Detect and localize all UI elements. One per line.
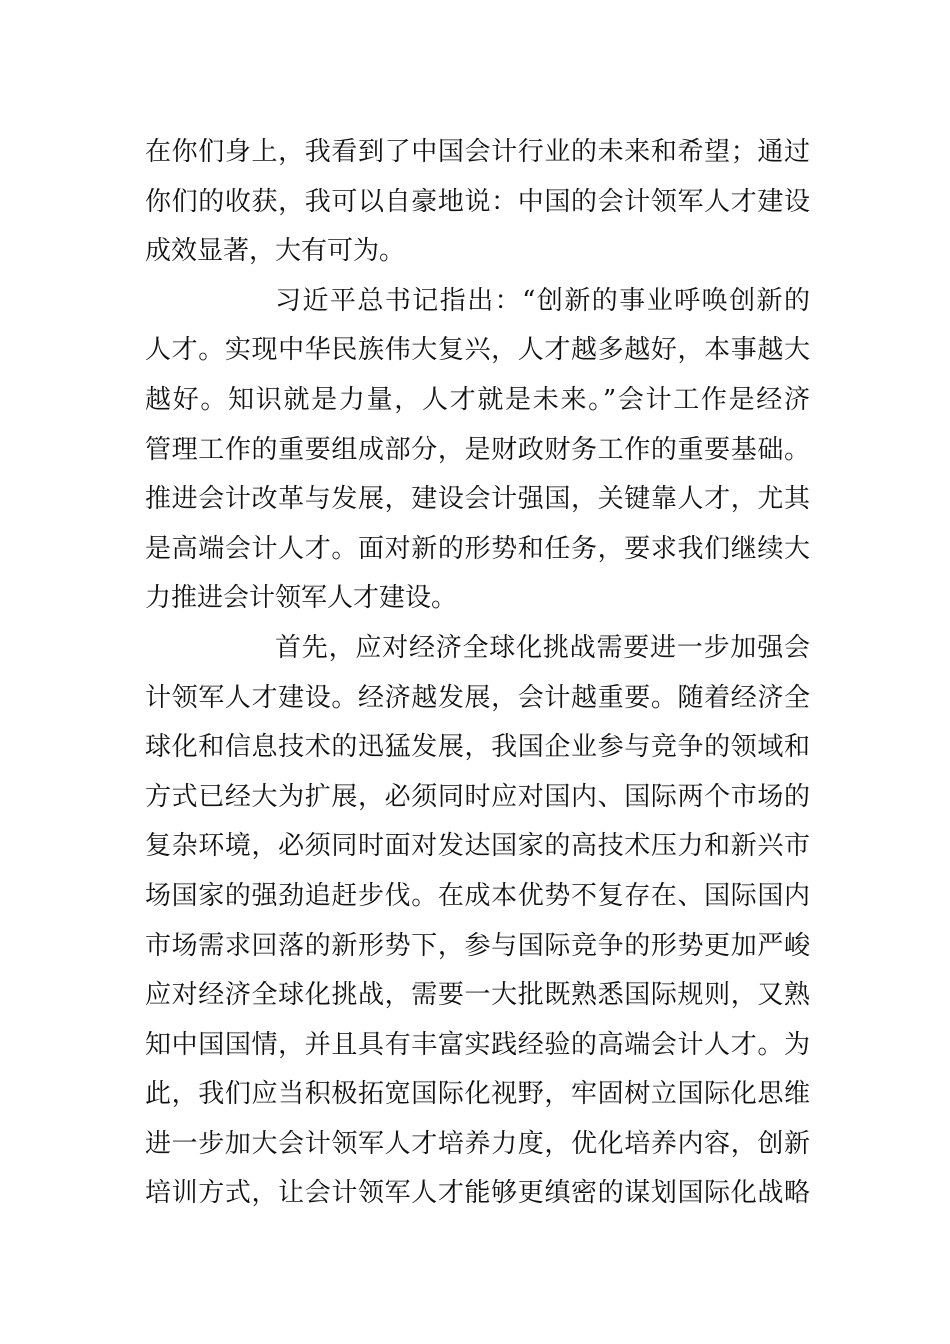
text-line: 此，我们应当积极拓宽国际化视野，牢固树立国际化思维 (145, 1079, 810, 1110)
text-line: 知中国国情，并且具有丰富实践经验的高端会计人才。为 (145, 1029, 810, 1060)
text-line: 应对经济全球化挑战，需要一大批既熟悉国际规则，又熟 (145, 980, 810, 1011)
text-line: 习近平总书记指出：“创新的事业呼唤创新的 (275, 285, 810, 316)
text-line: 球化和信息技术的迅猛发展，我国企业参与竞争的领域和 (145, 732, 810, 763)
text-line: 是高端会计人才。面对新的形势和任务，要求我们继续大 (145, 533, 810, 564)
text-line: 方式已经大为扩展，必须同时应对国内、国际两个市场的 (145, 781, 810, 812)
text-line: 推进会计改革与发展，建设会计强国，关键靠人才，尤其 (145, 484, 810, 515)
text-line: 市场需求回落的新形势下，参与国际竞争的形势更加严峻 (145, 930, 810, 961)
text-line: 场国家的强劲追赶步伐。在成本优势不复存在、国际国内 (145, 880, 810, 911)
text-line: 越好。知识就是力量，人才就是未来。”会计工作是经济 (145, 384, 810, 415)
text-line: 复杂环境，必须同时面对发达国家的高技术压力和新兴市 (145, 831, 810, 862)
text-line: 人才。实现中华民族伟大复兴，人才越多越好，本事越大 (145, 335, 810, 366)
body-text (145, 128, 810, 1219)
text-line: 进一步加大会计领军人才培养力度，优化培养内容，创新 (145, 1128, 810, 1159)
text-line: 你们的收获，我可以自豪地说：中国的会计领军人才建设 (145, 186, 810, 217)
text-line: 管理工作的重要组成部分，是财政财务工作的重要基础。 (145, 434, 810, 465)
text-line: 在你们身上，我看到了中国会计行业的未来和希望；通过 (145, 137, 810, 167)
text-line: 力推进会计领军人才建设。 (145, 583, 458, 614)
text-line: 成效显著，大有可为。 (145, 236, 406, 267)
text-line: 计领军人才建设。经济越发展，会计越重要。随着经济全 (145, 682, 810, 713)
text-line: 培训方式，让会计领军人才能够更缜密的谋划国际化战略 (145, 1178, 810, 1209)
text-line: 首先，应对经济全球化挑战需要进一步加强会 (275, 632, 810, 663)
